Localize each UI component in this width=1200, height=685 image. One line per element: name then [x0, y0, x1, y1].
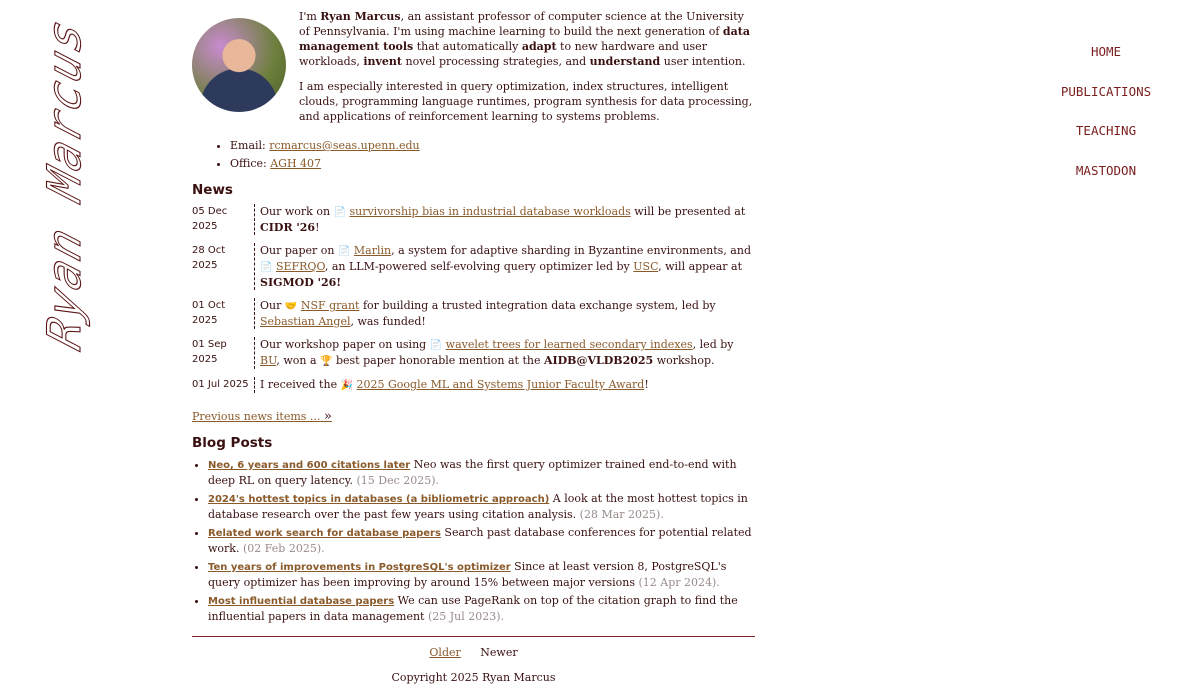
- contact-list: [192, 138, 755, 171]
- news-text: Our work on 📄 survivorship bias in industrial database workloads will be presented at CIDR '26!: [254, 204, 755, 235]
- divider: [192, 636, 755, 637]
- news-link[interactable]: NSF grant: [300, 299, 360, 312]
- blog-item: • Most influential database papers We can use PageRank on top of the citation graph to find the influential papers in data management (25 Jul 2023).: [208, 593, 755, 624]
- contact-office: • Office: AGH 407: [230, 156, 755, 171]
- pagination: [192, 645, 755, 660]
- news-link[interactable]: BU: [260, 354, 277, 367]
- news-date: 28 Oct 2025: [192, 245, 226, 271]
- blog-title-link[interactable]: Related work search for database papers: [208, 528, 441, 539]
- news-link[interactable]: survivorship bias in industrial database workloads: [349, 205, 631, 218]
- intro-paragraph-2: I am especially interested in query optimization, index structures, intelligent clouds, programming language runtimes, program synthesis for data processing, and applications of reinforcement learning to systems problems.: [299, 80, 753, 123]
- paper-icon: 📄: [333, 207, 346, 218]
- newer-label: Newer: [480, 646, 518, 659]
- paper-icon: 📄: [260, 262, 273, 273]
- blog-item: • 2024's hottest topics in databases (a bibliometric approach) A look at the most hottest topics in database research over the past few years using citation analysis. (28 Mar 2025).: [208, 491, 755, 522]
- blog-title-link[interactable]: Most influential database papers: [208, 596, 395, 607]
- avatar: [192, 18, 286, 112]
- office-link[interactable]: AGH 407: [270, 157, 322, 170]
- nav-home[interactable]: HOME: [1090, 44, 1122, 59]
- blog-date: (25 Jul 2023).: [424, 610, 505, 623]
- paper-icon: 📄: [337, 246, 351, 257]
- site-logo[interactable]: [38, 13, 122, 356]
- handshake-icon: 🤝: [284, 301, 298, 312]
- news-item: [192, 377, 755, 393]
- news-item: [192, 243, 755, 290]
- paper-icon: 📄: [429, 340, 443, 351]
- party-icon: 🎉: [340, 380, 354, 391]
- blog-title-link[interactable]: Ten years of improvements in PostgreSQL's optimizer: [208, 562, 511, 573]
- intro-paragraph-1: I'm Ryan Marcus, an assistant professor of computer science at the University of Pennsylvania. I'm using machine learning to build the next generation of data management tools that automatically adapt to new hardware and user workloads, invent novel processing strategies, and understand user intention.: [299, 10, 750, 68]
- intro-text: [299, 8, 755, 134]
- news-date: 05 Dec 2025: [192, 206, 228, 232]
- news-link[interactable]: SEFRQO: [275, 260, 325, 273]
- news-item: [192, 298, 755, 329]
- news-link[interactable]: wavelet trees for learned secondary indexes: [445, 338, 693, 351]
- news-item: [192, 204, 755, 235]
- previous-news-link[interactable]: Previous news items ... »: [192, 409, 332, 424]
- news-text: Our 🤝 NSF grant for building a trusted integration data exchange system, led by Sebastian Angel, was funded!: [254, 298, 755, 329]
- nav-mastodon[interactable]: MASTODON: [1075, 162, 1137, 178]
- main-content: [192, 8, 755, 685]
- news-text: Our paper on 📄 Marlin, a system for adaptive sharding in Byzantine environments, and 📄 SEFRQO, an LLM-powered self-evolving query optimizer led by USC, will appear at SIGMOD '26!: [254, 243, 755, 290]
- news-item: [192, 337, 755, 369]
- double-chevron-right-icon: »: [323, 409, 332, 424]
- news-text: I received the 🎉 2025 Google ML and Systems Junior Faculty Award!: [254, 377, 755, 393]
- blog-date: (02 Feb 2025).: [239, 542, 325, 555]
- email-link[interactable]: rcmarcus@seas.upenn.edu: [269, 139, 420, 152]
- copyright: Copyright 2025 Ryan Marcus: [391, 671, 556, 684]
- older-link[interactable]: Older: [429, 646, 461, 659]
- news-date: 01 Oct 2025: [192, 300, 226, 326]
- blog-item: • Neo, 6 years and 600 citations later Neo was the first query optimizer trained end-to-end with deep RL on query latency. (15 Dec 2025).: [208, 457, 755, 488]
- nav-publications[interactable]: PUBLICATIONS: [1060, 83, 1152, 99]
- news-link[interactable]: Sebastian Angel: [260, 315, 351, 328]
- blog-item: • Related work search for database papers Search past database conferences for potential related work. (02 Feb 2025).: [208, 525, 755, 556]
- blog-list: [192, 457, 755, 624]
- news-link[interactable]: USC: [633, 260, 659, 273]
- blog-title-link[interactable]: 2024's hottest topics in databases (a bibliometric approach): [208, 494, 550, 505]
- blog-item: • Ten years of improvements in PostgreSQL's optimizer Since at least version 8, PostgreSQL's query optimizer has been improving by around 15% between major versions (12 Apr 2024).: [208, 559, 755, 590]
- blog-title-link[interactable]: Neo, 6 years and 600 citations later: [208, 460, 411, 471]
- news-link[interactable]: Marlin: [353, 244, 392, 257]
- blog-date: (12 Apr 2024).: [634, 576, 720, 589]
- news-date: 01 Sep 2025: [192, 339, 227, 365]
- blog-date: (28 Mar 2025).: [576, 508, 664, 521]
- blog-heading: Blog Posts: [192, 435, 273, 451]
- trophy-icon: 🏆: [320, 356, 333, 367]
- news-link[interactable]: 2025 Google ML and Systems Junior Faculty Award: [356, 378, 645, 391]
- news-text: Our workshop paper on using 📄 wavelet trees for learned secondary indexes, led by BU, won a 🏆 best paper honorable mention at the AIDB@VLDB2025 workshop.: [254, 337, 755, 369]
- main-nav: [1040, 38, 1172, 196]
- news-heading: News: [192, 182, 233, 198]
- logo-text: Ryan Marcus: [38, 13, 92, 356]
- blog-date: (15 Dec 2025).: [353, 474, 440, 487]
- contact-email: • Email: rcmarcus@seas.upenn.edu: [230, 138, 755, 153]
- intro-section: [192, 8, 755, 134]
- nav-teaching[interactable]: TEACHING: [1075, 123, 1137, 138]
- news-date: 01 Jul 2025: [192, 379, 249, 390]
